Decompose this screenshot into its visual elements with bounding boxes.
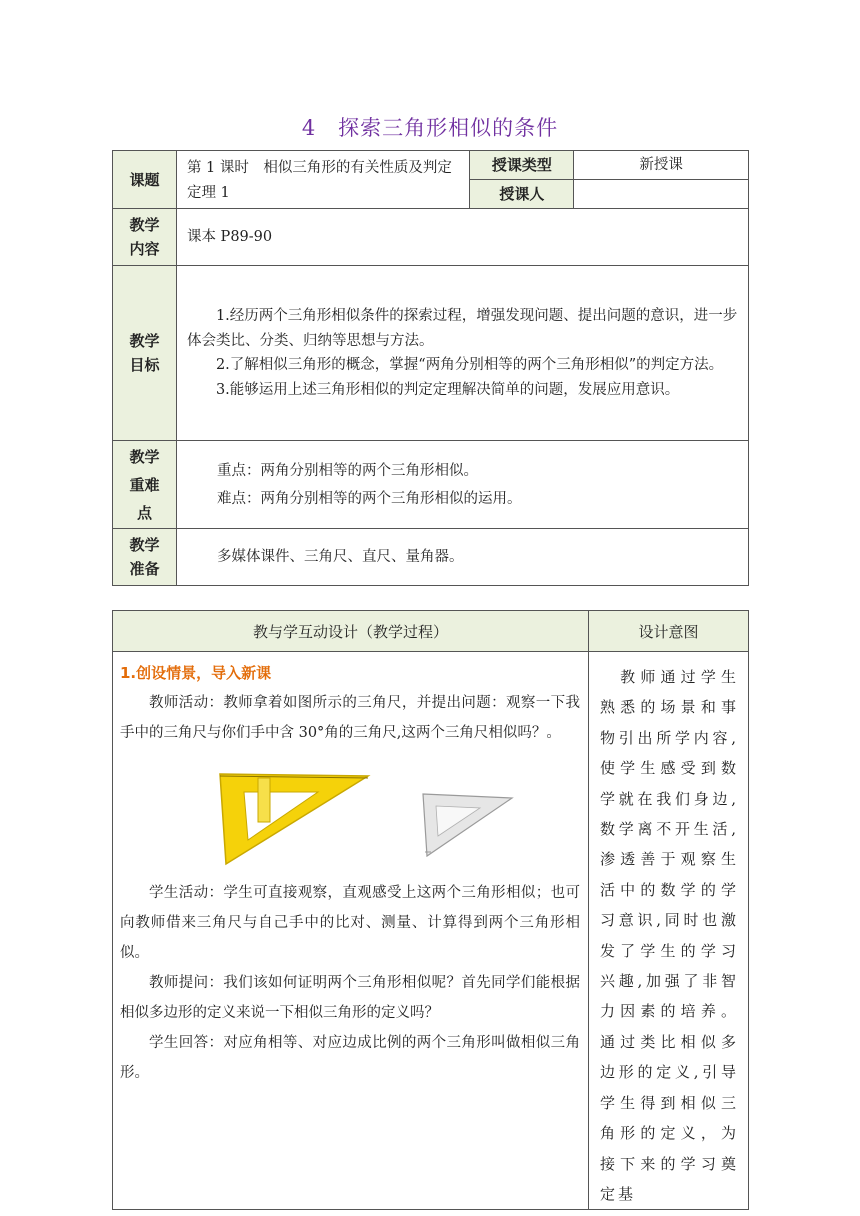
topic-label: 课题 bbox=[113, 151, 177, 209]
goals-list bbox=[176, 266, 748, 441]
difficulty-point: 难点：两角分别相等的两个三角形相似的运用。 bbox=[216, 490, 522, 507]
teacher-question: 教师提问：我们该如何证明两个三角形相似呢？首先同学们能根据相似多边形的定义来说一下相似三角形的定义吗？ bbox=[120, 975, 580, 1021]
prep-value: 多媒体课件、三角尺、直尺、量角器。 bbox=[176, 529, 748, 586]
key-label: 教学重难点 bbox=[113, 441, 177, 529]
info-table bbox=[112, 150, 749, 586]
process-table bbox=[112, 610, 749, 1210]
triangle-ruler-figure bbox=[120, 754, 580, 878]
design-intent: 教师通过学生熟悉的场景和事物引出所学内容,使学生感受到数学就在我们身边,数学离不开生活,渗透善于观察生活中的数学的学习意识,同时也激发了学生的学习兴趣,加强了非智力因素的培养。通过类比相似多边形的定义,引导学生得到相似三角形的定义，为接下来的学习奠定基 bbox=[589, 652, 749, 1210]
goals-label: 教学目标 bbox=[113, 266, 177, 441]
type-value: 新授课 bbox=[574, 151, 749, 180]
prep-label: 教学准备 bbox=[113, 529, 177, 586]
key-point: 重点：两角分别相等的两个三角形相似。 bbox=[216, 462, 478, 479]
content-label: 教学内容 bbox=[113, 209, 177, 266]
intent-header: 设计意图 bbox=[589, 611, 749, 652]
grey-triangle-ruler-icon bbox=[423, 794, 512, 856]
page-title: 4 探索三角形相似的条件 bbox=[301, 116, 559, 140]
goal-item: 3.能够运用上述三角形相似的判定定理解决简单的问题，发展应用意识。 bbox=[215, 381, 680, 398]
content-value: 课本 P89-90 bbox=[176, 209, 748, 266]
type-label: 授课类型 bbox=[470, 151, 574, 180]
yellow-triangle-ruler-icon bbox=[220, 774, 368, 864]
topic-value: 第 1 课时 相似三角形的有关性质及判定定理 1 bbox=[176, 151, 470, 209]
teacher-value bbox=[574, 180, 749, 209]
key-points bbox=[176, 441, 748, 529]
section-title: 1.创设情景，导入新课 bbox=[120, 664, 272, 682]
teacher-activity: 教师活动：教师拿着如图所示的三角尺，并提出问题：观察一下我手中的三角尺与你们手中含 30°角的三角尺,这两个三角尺相似吗？。 bbox=[120, 695, 580, 741]
process-header: 教与学互动设计（教学过程） bbox=[113, 611, 589, 652]
goal-item: 1.经历两个三角形相似条件的探索过程，增强发现问题、提出问题的意识，进一步体会类比、分类、归纳等思想与方法。 bbox=[186, 308, 738, 349]
goal-item: 2.了解相似三角形的概念，掌握“两角分别相等的两个三角形相似”的判定方法。 bbox=[215, 357, 724, 373]
ruler-illustration bbox=[120, 754, 580, 878]
student-activity: 学生活动：学生可直接观察，直观感受上这两个三角形相似；也可向教师借来三角尺与自己手中的比对、测量、计算得到两个三角形相似。 bbox=[120, 885, 580, 961]
student-answer: 学生回答：对应角相等、对应边成比例的两个三角形叫做相似三角形。 bbox=[120, 1035, 580, 1081]
process-body bbox=[113, 652, 589, 1210]
teacher-label: 授课人 bbox=[470, 180, 574, 209]
